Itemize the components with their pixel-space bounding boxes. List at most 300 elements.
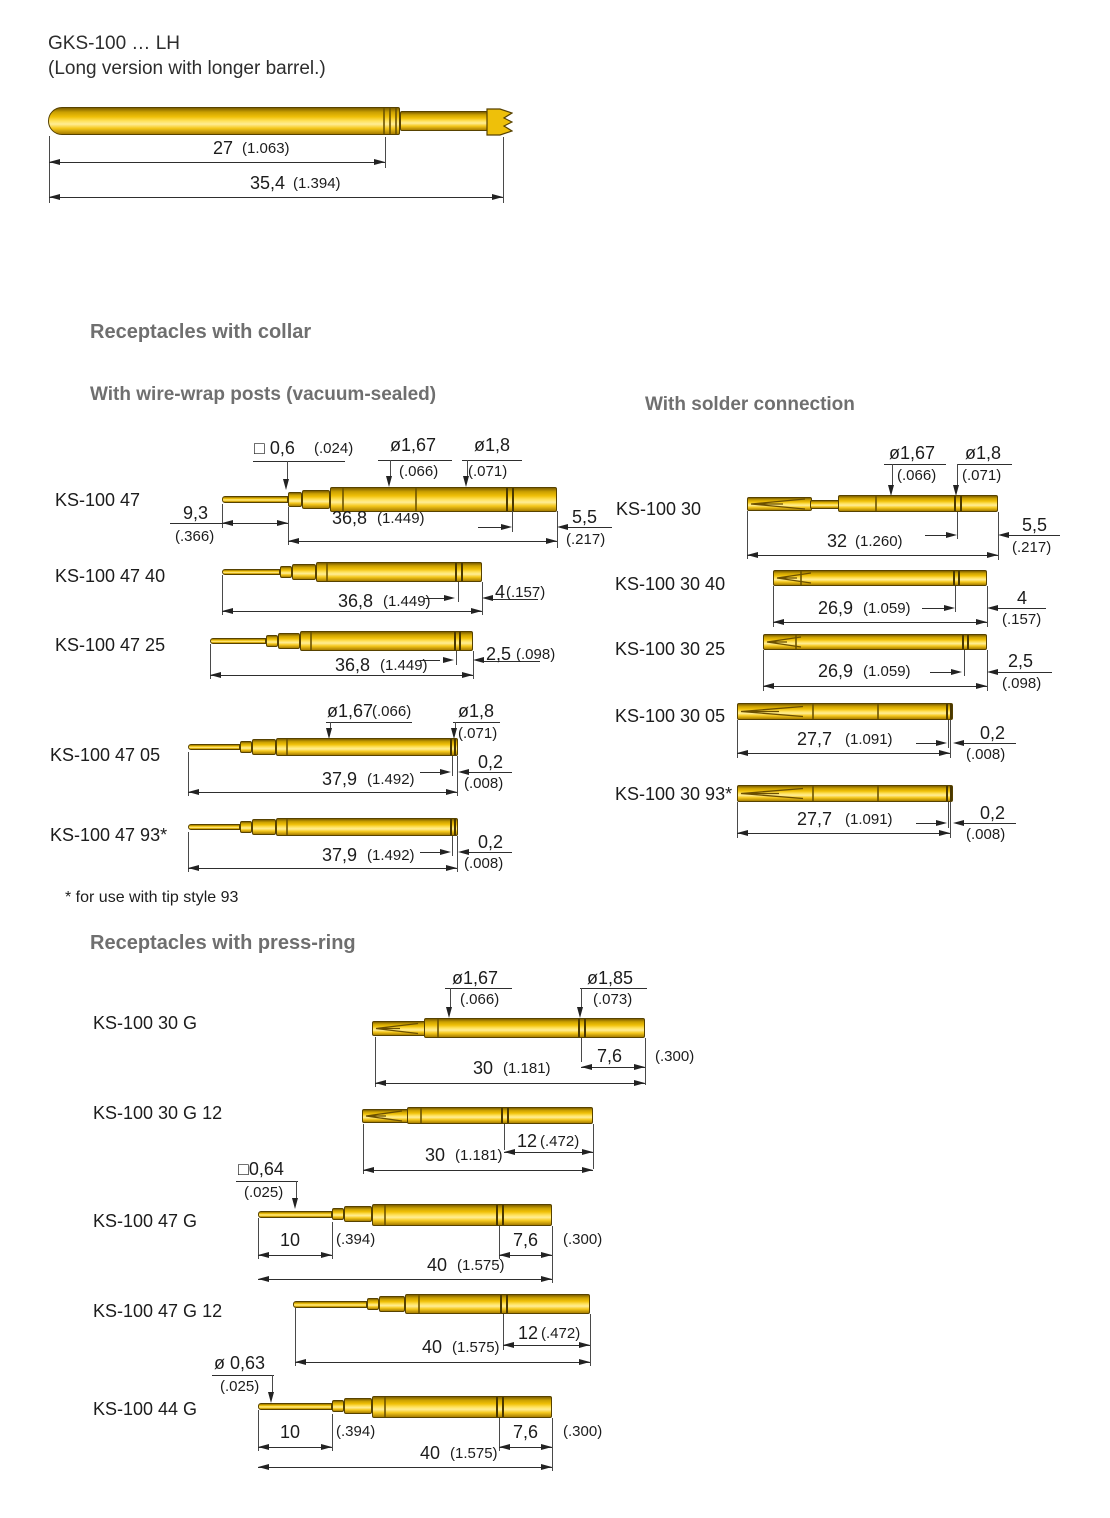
probe-barrel <box>372 1204 552 1226</box>
press-ring <box>502 1205 504 1225</box>
inch-dim: (.366) <box>175 528 215 545</box>
inch-dim: (.394) <box>336 1231 376 1248</box>
solder-slot-icon <box>749 498 809 510</box>
annotation-in: (.024) <box>314 440 354 457</box>
probe-neck <box>810 500 840 509</box>
solder-slot-icon <box>364 1110 406 1122</box>
collar-step <box>332 1208 344 1220</box>
row-label: KS-100 44 G <box>93 1399 198 1419</box>
leader-line <box>296 1181 297 1198</box>
arrow-right <box>440 849 451 855</box>
arrow-down <box>268 1392 274 1403</box>
ext-line <box>593 1124 594 1169</box>
row-label: KS-100 47 93* <box>50 825 168 845</box>
inch-dim: (1.181) <box>455 1147 503 1164</box>
arrow-right <box>321 1252 332 1258</box>
leader-line <box>287 461 288 480</box>
barrel-seam <box>326 563 328 581</box>
dim-line <box>1009 535 1060 536</box>
arrow-left <box>953 740 964 746</box>
arrow-down <box>577 1007 583 1018</box>
ext-line <box>385 137 386 168</box>
collar-step <box>288 492 302 507</box>
arrow-right <box>277 520 288 526</box>
inch-dim: (.300) <box>655 1048 695 1065</box>
inch-dim: (.008) <box>966 746 1006 763</box>
arrow-left <box>258 1444 269 1450</box>
arrow-right <box>471 608 482 614</box>
ext-line <box>457 836 458 872</box>
arrow-down <box>386 476 392 487</box>
solder-slot-icon <box>775 572 815 584</box>
mm-dim: 0,2 <box>478 752 504 772</box>
arrow-right <box>582 1167 593 1173</box>
inch-dim: (.008) <box>966 826 1006 843</box>
page-subtitle: (Long version with longer barrel.) <box>48 58 326 79</box>
ext-line <box>473 651 474 679</box>
row-label: KS-100 47 40 <box>55 566 166 586</box>
press-ring <box>500 1295 502 1313</box>
mm-dim: 0,2 <box>980 803 1006 823</box>
page-title: GKS-100 … LH <box>48 33 180 54</box>
leader-line <box>453 722 500 723</box>
inch-dim: (1.091) <box>845 811 893 828</box>
ext-line <box>458 582 459 602</box>
inch-dim: (1.091) <box>845 731 893 748</box>
inch-dim: (1.449) <box>377 510 425 527</box>
inch-dim: (.098) <box>1002 675 1042 692</box>
arrow-right <box>444 595 455 601</box>
press-ring <box>958 571 960 585</box>
press-ring <box>953 571 955 585</box>
mm-dim: 0,2 <box>980 723 1006 743</box>
dim-line <box>210 675 473 676</box>
wire-post <box>222 496 288 503</box>
dim-line <box>420 852 440 853</box>
probe-barrel <box>424 1018 645 1038</box>
mm-dim: 2,5 <box>486 644 512 664</box>
mm-dim: 5,5 <box>572 507 598 527</box>
row-label: KS-100 30 <box>616 499 702 519</box>
ext-line <box>950 720 951 758</box>
arrow-left <box>258 1276 269 1282</box>
arrow-right <box>501 524 512 530</box>
barrel-seam <box>877 786 879 801</box>
leader-line <box>892 464 893 485</box>
barrel-seam <box>286 739 288 755</box>
annotation-mm: ø1,67 <box>452 968 499 988</box>
mm-dim: 4 <box>495 582 506 602</box>
mm-dim: 27 <box>213 138 234 158</box>
ext-line <box>590 1314 591 1366</box>
dim-line <box>998 672 1052 673</box>
annotation-in: (.071) <box>468 463 508 480</box>
mm-dim: 36,8 <box>335 655 371 675</box>
annotation-in: (.066) <box>460 991 500 1008</box>
footnote: * for use with tip style 93 <box>65 889 239 906</box>
arrow-left <box>998 532 1009 538</box>
inch-dim: (1.449) <box>383 593 431 610</box>
arrow-left <box>987 605 998 611</box>
row-label: KS-100 30 05 <box>615 706 726 726</box>
arrow-left <box>258 1252 269 1258</box>
mm-dim: 0,2 <box>478 832 504 852</box>
ext-line <box>948 802 949 828</box>
inch-dim: (.217) <box>566 531 606 548</box>
dim-line <box>469 772 512 773</box>
mm-dim: 32 <box>827 531 848 551</box>
mm-dim: 10 <box>280 1422 301 1442</box>
leader-line <box>272 1375 273 1392</box>
dim-line <box>773 622 987 623</box>
leader-line <box>462 460 522 461</box>
press-ring <box>946 786 948 801</box>
inch-dim: (.300) <box>563 1423 603 1440</box>
arrow-left <box>987 669 998 675</box>
mm-dim: 27,7 <box>797 729 833 749</box>
arrow-right <box>321 1444 332 1450</box>
mm-dim: 5,5 <box>1022 515 1048 535</box>
wire-post <box>210 638 266 644</box>
arrow-right <box>936 820 947 826</box>
arrow-left <box>581 1064 592 1070</box>
solder-slot-icon <box>374 1022 422 1035</box>
ext-line <box>645 1038 646 1085</box>
annotation-in: (.066) <box>399 463 439 480</box>
heading-pressring: Receptacles with press-ring <box>90 932 356 954</box>
dim-line <box>49 162 385 163</box>
ext-line <box>955 586 956 612</box>
ext-line <box>512 511 513 532</box>
ext-line <box>332 1222 333 1259</box>
press-ring <box>502 1397 504 1417</box>
arrow-left <box>737 750 748 756</box>
arrow-left <box>737 830 748 836</box>
leader-line <box>445 988 512 989</box>
arrow-right <box>951 669 962 675</box>
press-ring <box>454 739 456 755</box>
barrel-seam <box>418 1295 420 1313</box>
collar-step <box>302 490 330 509</box>
barrel-seam <box>286 819 288 835</box>
annotation-mm: ø1,67 <box>889 443 936 463</box>
dim-line <box>258 1467 552 1468</box>
dim-line <box>737 833 950 834</box>
dim-line <box>288 541 557 542</box>
inch-dim: (.217) <box>1012 539 1052 556</box>
dim-line <box>295 1362 590 1363</box>
annotation-in: (.071) <box>962 467 1002 484</box>
inch-dim: (1.059) <box>863 663 911 680</box>
mm-dim: 36,8 <box>332 508 368 528</box>
press-ring <box>455 563 457 581</box>
press-ring <box>578 1019 580 1037</box>
dim-line <box>916 823 936 824</box>
press-ring <box>459 632 461 650</box>
mm-dim: 36,8 <box>338 591 374 611</box>
mm-dim: 37,9 <box>322 845 358 865</box>
arrow-down <box>292 1198 298 1209</box>
press-ring <box>501 1108 503 1123</box>
mm-dim: 40 <box>427 1255 448 1275</box>
leader-line <box>467 460 468 476</box>
arrow-left <box>288 538 299 544</box>
arrow-left <box>503 1342 514 1348</box>
mm-dim: 40 <box>422 1337 443 1357</box>
mm-dim: 35,4 <box>250 173 286 193</box>
arrow-right <box>939 830 950 836</box>
press-ring <box>507 1108 509 1123</box>
row-label: KS-100 47 G 12 <box>93 1301 223 1321</box>
ext-line <box>581 1038 582 1062</box>
press-ring <box>454 632 456 650</box>
ext-line <box>964 650 965 676</box>
heading-wirewrap: With wire-wrap posts (vacuum-sealed) <box>90 384 437 405</box>
barrel-seam <box>310 632 312 650</box>
press-ring <box>946 704 948 719</box>
collar-step <box>240 741 252 753</box>
barrel-seam <box>384 1205 386 1225</box>
arrow-right <box>944 605 955 611</box>
ext-line <box>295 1308 296 1366</box>
arrow-left <box>49 194 60 200</box>
dim-line <box>922 608 944 609</box>
arrow-left <box>188 789 199 795</box>
arrow-right <box>579 1342 590 1348</box>
collar-step <box>379 1296 405 1312</box>
mm-dim: 30 <box>425 1145 446 1165</box>
inch-dim: (.394) <box>336 1423 376 1440</box>
dim-line <box>188 868 457 869</box>
arrow-left <box>482 595 493 601</box>
inch-dim: (.300) <box>563 1231 603 1248</box>
probe-barrel <box>48 107 400 135</box>
arrow-left <box>295 1359 306 1365</box>
probe-barrel <box>276 738 458 756</box>
collar-step <box>344 1398 372 1414</box>
row-label: KS-100 30 G <box>93 1013 198 1033</box>
arrow-left <box>953 820 964 826</box>
collar-step <box>292 564 316 580</box>
dim-line <box>998 608 1046 609</box>
collar-step <box>280 566 292 578</box>
wire-post <box>293 1301 367 1308</box>
annotation-mm: ø1,67 <box>390 435 437 455</box>
mm-dim: 27,7 <box>797 809 833 829</box>
inch-dim: (.472) <box>541 1325 581 1342</box>
inch-dim: (.157) <box>1002 611 1042 628</box>
barrel-seam <box>415 488 417 511</box>
dim-line <box>747 555 998 556</box>
dim-line <box>930 672 951 673</box>
annotation-in: (.025) <box>244 1184 284 1201</box>
inch-dim: (1.575) <box>450 1445 498 1462</box>
inch-dim: (1.260) <box>855 533 903 550</box>
annotation-mm: ø1,8 <box>965 443 1002 463</box>
leader-line <box>212 1375 274 1376</box>
leader-line <box>580 988 647 989</box>
mm-dim: 30 <box>473 1058 494 1078</box>
inch-dim: (1.063) <box>242 140 290 157</box>
probe-barrel <box>300 631 473 651</box>
barrel-seam <box>875 496 877 511</box>
dim-line <box>478 527 501 528</box>
heading-collar: Receptacles with collar <box>90 321 312 343</box>
probe-barrel <box>838 495 998 512</box>
dim-line <box>363 1170 593 1171</box>
press-ring <box>954 496 956 511</box>
row-label: KS-100 30 93* <box>615 784 733 804</box>
arrow-down <box>283 479 289 490</box>
dim-line <box>188 792 457 793</box>
mm-dim: 7,6 <box>597 1046 623 1066</box>
ext-line <box>503 137 504 203</box>
inch-dim: (.098) <box>516 646 556 663</box>
arrow-right <box>976 683 987 689</box>
row-label: KS-100 47 05 <box>50 745 161 765</box>
row-label: KS-100 30 25 <box>615 639 726 659</box>
inch-dim: (.157) <box>506 584 546 601</box>
arrow-right <box>446 789 457 795</box>
wire-post <box>258 1403 332 1410</box>
inch-dim: (1.394) <box>293 175 341 192</box>
leader-line <box>326 722 412 723</box>
row-label: KS-100 47 G <box>93 1211 198 1231</box>
arrow-right <box>634 1064 645 1070</box>
arrow-right <box>443 657 454 663</box>
arrow-left <box>210 672 221 678</box>
leader-line <box>958 464 1012 465</box>
barrel-seam <box>800 571 802 585</box>
collar-step <box>252 819 276 835</box>
dim-line <box>469 852 512 853</box>
mm-dim: 4 <box>1017 588 1028 608</box>
arrow-left <box>188 865 199 871</box>
leader-line <box>236 1181 298 1182</box>
arrow-down <box>446 1007 452 1018</box>
arrow-right <box>936 740 947 746</box>
annotation-mm: ø 0,63 <box>214 1353 266 1373</box>
collar-step <box>344 1206 372 1222</box>
leader-line <box>253 461 345 462</box>
probe-barrel <box>276 818 458 836</box>
annotation-in: (.071) <box>458 725 498 742</box>
press-ring <box>450 739 452 755</box>
dim-line <box>49 197 503 198</box>
arrow-left <box>222 608 233 614</box>
barrel-seam <box>384 1397 386 1417</box>
press-ring <box>967 635 969 649</box>
arrow-left <box>557 524 568 530</box>
arrow-right <box>440 769 451 775</box>
inch-dim: (.008) <box>464 855 504 872</box>
wire-post <box>188 824 240 830</box>
arrow-right <box>492 194 503 200</box>
annotation-in: (.066) <box>897 467 937 484</box>
annotation-mm: ø1,8 <box>458 701 495 721</box>
dim-line <box>258 1279 552 1280</box>
inch-dim: (1.181) <box>503 1060 551 1077</box>
leader-line <box>884 464 946 465</box>
dim-line <box>504 1152 593 1153</box>
press-ring <box>506 488 508 511</box>
inch-dim: (1.575) <box>452 1339 500 1356</box>
arrow-right <box>541 1444 552 1450</box>
solder-slot-icon <box>739 787 809 800</box>
inch-dim: (1.449) <box>380 657 428 674</box>
press-ring <box>506 1295 508 1313</box>
arrow-left <box>375 1080 386 1086</box>
dim-line <box>222 611 482 612</box>
press-ring <box>512 488 514 511</box>
mm-dim: 9,3 <box>183 503 209 523</box>
ext-line <box>552 1418 553 1471</box>
arrow-right <box>579 1359 590 1365</box>
leader-line <box>957 464 958 485</box>
arrow-right <box>462 672 473 678</box>
arrow-right <box>541 1276 552 1282</box>
arrow-left <box>504 1149 515 1155</box>
solder-slot-icon <box>739 705 809 718</box>
annotation-mm: ø1,85 <box>587 968 634 988</box>
dim-line <box>375 1083 645 1084</box>
arrow-right <box>976 619 987 625</box>
press-ring <box>950 786 952 801</box>
probe-barrel <box>316 562 482 582</box>
row-label: KS-100 47 25 <box>55 635 166 655</box>
barrel-seam <box>795 635 797 649</box>
collar-step <box>252 739 276 755</box>
ext-line <box>332 1414 333 1451</box>
dim-line <box>964 743 1016 744</box>
mm-dim: 2,5 <box>1008 651 1034 671</box>
arrow-left <box>222 520 233 526</box>
dim-line <box>925 535 946 536</box>
arrow-left <box>258 1464 269 1470</box>
annotation-in: (.066) <box>372 703 412 720</box>
arrow-left <box>49 159 60 165</box>
annotation-in: (.073) <box>593 991 633 1008</box>
arrow-right <box>374 159 385 165</box>
arrow-left <box>763 683 774 689</box>
collar-step <box>266 635 278 647</box>
ext-line <box>504 1124 505 1150</box>
row-label: KS-100 30 40 <box>615 574 726 594</box>
annotation-in: (.025) <box>220 1378 260 1395</box>
ext-line <box>452 836 453 856</box>
press-ring <box>496 1397 498 1417</box>
ext-line <box>452 756 453 776</box>
crown-tip-icon <box>486 104 513 136</box>
mm-dim: 26,9 <box>818 661 854 681</box>
press-ring <box>962 635 964 649</box>
arrow-down <box>463 476 469 487</box>
ext-line <box>456 651 457 665</box>
inch-dim: (.008) <box>464 775 504 792</box>
mm-dim: 10 <box>280 1230 301 1250</box>
arrow-right <box>546 538 557 544</box>
collar-step <box>240 821 252 833</box>
barrel-seam <box>420 1108 422 1123</box>
press-ring <box>960 496 962 511</box>
inch-dim: (1.492) <box>367 847 415 864</box>
dim-line <box>568 527 612 528</box>
mm-dim: 12 <box>518 1323 539 1343</box>
annotation-mm: ø1,67 <box>327 701 374 721</box>
ext-line <box>950 802 951 838</box>
arrow-right <box>446 865 457 871</box>
dim-line <box>763 686 987 687</box>
